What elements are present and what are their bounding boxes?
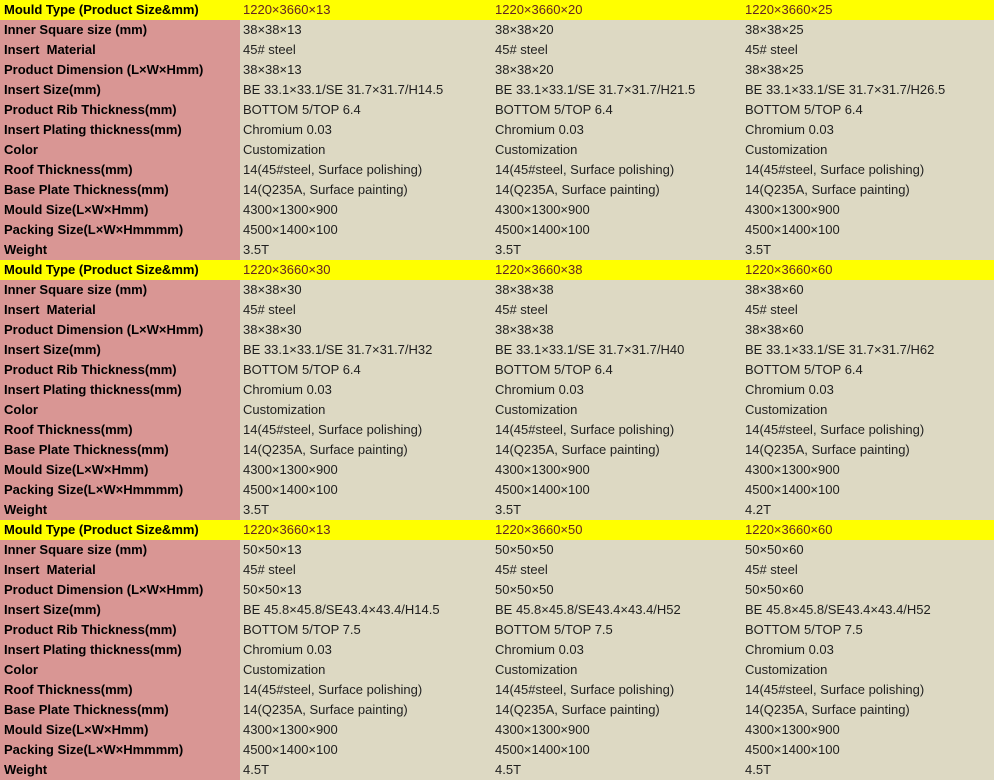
row-label-cell: Packing Size(L×W×Hmmmm) — [0, 220, 240, 240]
row-label-cell: Color — [0, 400, 240, 420]
data-cell: 14(Q235A, Surface painting) — [240, 440, 492, 460]
row-label-cell: Color — [0, 140, 240, 160]
data-cell: Chromium 0.03 — [240, 120, 492, 140]
data-cell: Customization — [240, 140, 492, 160]
data-cell: 45# steel — [240, 560, 492, 580]
data-cell: 50×50×50 — [492, 580, 742, 600]
data-cell: 14(45#steel, Surface polishing) — [492, 680, 742, 700]
data-cell: Chromium 0.03 — [742, 120, 994, 140]
data-cell: 4500×1400×100 — [492, 220, 742, 240]
spec-row — [0, 460, 994, 480]
row-label-cell: Product Rib Thickness(mm) — [0, 360, 240, 380]
row-label-cell: Mould Size(L×W×Hmm) — [0, 200, 240, 220]
data-cell: BOTTOM 5/TOP 7.5 — [492, 620, 742, 640]
spec-row — [0, 380, 994, 400]
data-cell: BOTTOM 5/TOP 6.4 — [492, 360, 742, 380]
data-cell: 45# steel — [240, 300, 492, 320]
data-cell: 4500×1400×100 — [742, 740, 994, 760]
row-label-cell: Roof Thickness(mm) — [0, 420, 240, 440]
spec-row — [0, 140, 994, 160]
data-cell: 14(Q235A, Surface painting) — [492, 180, 742, 200]
data-cell: Chromium 0.03 — [492, 640, 742, 660]
data-cell: BE 33.1×33.1/SE 31.7×31.7/H14.5 — [240, 80, 492, 100]
data-cell: 50×50×13 — [240, 540, 492, 560]
data-cell: 4300×1300×900 — [742, 460, 994, 480]
row-label-cell: Color — [0, 660, 240, 680]
spec-row — [0, 720, 994, 740]
mould-type-value-cell: 1220×3660×50 — [492, 520, 742, 540]
data-cell: 38×38×13 — [240, 20, 492, 40]
mould-type-value-cell: 1220×3660×60 — [742, 260, 994, 280]
data-cell: 4.5T — [240, 760, 492, 780]
mould-type-value-cell: 1220×3660×20 — [492, 0, 742, 20]
data-cell: 14(45#steel, Surface polishing) — [742, 160, 994, 180]
data-cell: Customization — [240, 660, 492, 680]
data-cell: 4500×1400×100 — [240, 740, 492, 760]
mould-type-value-cell: 1220×3660×25 — [742, 0, 994, 20]
spec-row — [0, 580, 994, 600]
spec-row — [0, 280, 994, 300]
data-cell: 14(Q235A, Surface painting) — [742, 440, 994, 460]
row-label-cell: Insert Size(mm) — [0, 80, 240, 100]
data-cell: 50×50×13 — [240, 580, 492, 600]
data-cell: Chromium 0.03 — [492, 120, 742, 140]
row-label-cell: Base Plate Thickness(mm) — [0, 180, 240, 200]
spec-row — [0, 760, 994, 780]
row-label-cell: Insert Plating thickness(mm) — [0, 640, 240, 660]
data-cell: 3.5T — [492, 240, 742, 260]
data-cell: BOTTOM 5/TOP 6.4 — [492, 100, 742, 120]
data-cell: 4.5T — [742, 760, 994, 780]
data-cell: Customization — [492, 400, 742, 420]
spec-row — [0, 20, 994, 40]
data-cell: Customization — [240, 400, 492, 420]
data-cell: 14(Q235A, Surface painting) — [240, 180, 492, 200]
data-cell: 45# steel — [742, 300, 994, 320]
row-label-cell: Base Plate Thickness(mm) — [0, 440, 240, 460]
data-cell: 14(45#steel, Surface polishing) — [492, 420, 742, 440]
mould-type-header-row — [0, 0, 994, 20]
data-cell: 4300×1300×900 — [240, 460, 492, 480]
spec-row — [0, 40, 994, 60]
data-cell: 4500×1400×100 — [742, 480, 994, 500]
data-cell: Chromium 0.03 — [742, 640, 994, 660]
row-label-cell: Mould Size(L×W×Hmm) — [0, 460, 240, 480]
data-cell: Customization — [492, 140, 742, 160]
spec-row — [0, 340, 994, 360]
mould-type-header-row — [0, 260, 994, 280]
spec-row — [0, 180, 994, 200]
row-label-cell: Base Plate Thickness(mm) — [0, 700, 240, 720]
mould-type-header-label: Mould Type (Product Size&mm) — [0, 520, 240, 540]
data-cell: Chromium 0.03 — [240, 380, 492, 400]
data-cell: Customization — [742, 660, 994, 680]
spec-row — [0, 360, 994, 380]
data-cell: 14(Q235A, Surface painting) — [492, 440, 742, 460]
mould-type-value-cell: 1220×3660×60 — [742, 520, 994, 540]
spec-row — [0, 300, 994, 320]
spec-row — [0, 80, 994, 100]
data-cell: 4300×1300×900 — [492, 720, 742, 740]
data-cell: 14(45#steel, Surface polishing) — [240, 160, 492, 180]
row-label-cell: Roof Thickness(mm) — [0, 160, 240, 180]
row-label-cell: Product Rib Thickness(mm) — [0, 100, 240, 120]
spec-row — [0, 480, 994, 500]
data-cell: BOTTOM 5/TOP 6.4 — [240, 360, 492, 380]
row-label-cell: Insert Plating thickness(mm) — [0, 120, 240, 140]
row-label-cell: Product Rib Thickness(mm) — [0, 620, 240, 640]
row-label-cell: Packing Size(L×W×Hmmmm) — [0, 480, 240, 500]
mould-type-value-cell: 1220×3660×13 — [240, 520, 492, 540]
spec-row — [0, 200, 994, 220]
row-label-cell: Insert Material — [0, 40, 240, 60]
data-cell: 4.5T — [492, 760, 742, 780]
data-cell: BE 33.1×33.1/SE 31.7×31.7/H62 — [742, 340, 994, 360]
row-label-cell: Weight — [0, 500, 240, 520]
spec-row — [0, 680, 994, 700]
data-cell: 38×38×38 — [492, 280, 742, 300]
data-cell: BE 33.1×33.1/SE 31.7×31.7/H26.5 — [742, 80, 994, 100]
spec-row — [0, 420, 994, 440]
data-cell: 45# steel — [492, 560, 742, 580]
data-cell: 14(Q235A, Surface painting) — [240, 700, 492, 720]
spec-row — [0, 100, 994, 120]
data-cell: Customization — [742, 400, 994, 420]
spec-row — [0, 220, 994, 240]
spec-row — [0, 540, 994, 560]
row-label-cell: Mould Size(L×W×Hmm) — [0, 720, 240, 740]
data-cell: 4300×1300×900 — [492, 200, 742, 220]
data-cell: 14(45#steel, Surface polishing) — [240, 680, 492, 700]
data-cell: BE 45.8×45.8/SE43.4×43.4/H52 — [742, 600, 994, 620]
data-cell: 38×38×30 — [240, 320, 492, 340]
data-cell: Customization — [492, 660, 742, 680]
data-cell: 38×38×20 — [492, 20, 742, 40]
data-cell: BOTTOM 5/TOP 6.4 — [742, 360, 994, 380]
data-cell: Chromium 0.03 — [240, 640, 492, 660]
row-label-cell: Insert Plating thickness(mm) — [0, 380, 240, 400]
data-cell: 3.5T — [240, 240, 492, 260]
spec-row — [0, 500, 994, 520]
data-cell: 4300×1300×900 — [742, 200, 994, 220]
data-cell: 14(45#steel, Surface polishing) — [240, 420, 492, 440]
row-label-cell: Weight — [0, 760, 240, 780]
spec-row — [0, 400, 994, 420]
row-label-cell: Insert Material — [0, 300, 240, 320]
data-cell: BOTTOM 5/TOP 6.4 — [240, 100, 492, 120]
data-cell: BE 33.1×33.1/SE 31.7×31.7/H32 — [240, 340, 492, 360]
spec-row — [0, 640, 994, 660]
row-label-cell: Insert Material — [0, 560, 240, 580]
data-cell: 3.5T — [492, 500, 742, 520]
data-cell: BOTTOM 5/TOP 6.4 — [742, 100, 994, 120]
data-cell: BE 45.8×45.8/SE43.4×43.4/H14.5 — [240, 600, 492, 620]
data-cell: 38×38×38 — [492, 320, 742, 340]
data-cell: BOTTOM 5/TOP 7.5 — [240, 620, 492, 640]
data-cell: 14(Q235A, Surface painting) — [742, 700, 994, 720]
data-cell: 4500×1400×100 — [492, 740, 742, 760]
mould-type-value-cell: 1220×3660×30 — [240, 260, 492, 280]
data-cell: 14(Q235A, Surface painting) — [742, 180, 994, 200]
data-cell: BE 33.1×33.1/SE 31.7×31.7/H40 — [492, 340, 742, 360]
row-label-cell: Insert Size(mm) — [0, 340, 240, 360]
mould-type-value-cell: 1220×3660×38 — [492, 260, 742, 280]
data-cell: 50×50×50 — [492, 540, 742, 560]
mould-type-header-label: Mould Type (Product Size&mm) — [0, 260, 240, 280]
spec-row — [0, 120, 994, 140]
data-cell: 38×38×60 — [742, 320, 994, 340]
data-cell: Customization — [742, 140, 994, 160]
spec-row — [0, 320, 994, 340]
data-cell: 4500×1400×100 — [492, 480, 742, 500]
mould-type-header-row — [0, 520, 994, 540]
data-cell: 4300×1300×900 — [742, 720, 994, 740]
spec-row — [0, 700, 994, 720]
row-label-cell: Inner Square size (mm) — [0, 280, 240, 300]
row-label-cell: Inner Square size (mm) — [0, 20, 240, 40]
data-cell: 3.5T — [742, 240, 994, 260]
data-cell: 14(45#steel, Surface polishing) — [742, 680, 994, 700]
data-cell: 45# steel — [742, 40, 994, 60]
data-cell: 38×38×25 — [742, 60, 994, 80]
data-cell: 38×38×13 — [240, 60, 492, 80]
data-cell: 50×50×60 — [742, 540, 994, 560]
data-cell: 14(45#steel, Surface polishing) — [742, 420, 994, 440]
spec-row — [0, 440, 994, 460]
data-cell: Chromium 0.03 — [492, 380, 742, 400]
spec-row — [0, 560, 994, 580]
data-cell: 4500×1400×100 — [240, 480, 492, 500]
spec-row — [0, 740, 994, 760]
data-cell: 14(45#steel, Surface polishing) — [492, 160, 742, 180]
row-label-cell: Inner Square size (mm) — [0, 540, 240, 560]
spec-row — [0, 160, 994, 180]
data-cell: 4300×1300×900 — [240, 200, 492, 220]
mould-type-value-cell: 1220×3660×13 — [240, 0, 492, 20]
data-cell: 3.5T — [240, 500, 492, 520]
spec-row — [0, 60, 994, 80]
data-cell: 45# steel — [492, 40, 742, 60]
data-cell: BE 33.1×33.1/SE 31.7×31.7/H21.5 — [492, 80, 742, 100]
row-label-cell: Weight — [0, 240, 240, 260]
data-cell: Chromium 0.03 — [742, 380, 994, 400]
data-cell: BE 45.8×45.8/SE43.4×43.4/H52 — [492, 600, 742, 620]
data-cell: 4300×1300×900 — [492, 460, 742, 480]
data-cell: 45# steel — [240, 40, 492, 60]
data-cell: 45# steel — [742, 560, 994, 580]
row-label-cell: Insert Size(mm) — [0, 600, 240, 620]
row-label-cell: Roof Thickness(mm) — [0, 680, 240, 700]
data-cell: 14(Q235A, Surface painting) — [492, 700, 742, 720]
row-label-cell: Packing Size(L×W×Hmmmm) — [0, 740, 240, 760]
mould-type-header-label: Mould Type (Product Size&mm) — [0, 0, 240, 20]
data-cell: 50×50×60 — [742, 580, 994, 600]
spec-row — [0, 240, 994, 260]
data-cell: 4.2T — [742, 500, 994, 520]
data-cell: BOTTOM 5/TOP 7.5 — [742, 620, 994, 640]
row-label-cell: Product Dimension (L×W×Hmm) — [0, 320, 240, 340]
data-cell: 38×38×25 — [742, 20, 994, 40]
data-cell: 4300×1300×900 — [240, 720, 492, 740]
data-cell: 38×38×30 — [240, 280, 492, 300]
data-cell: 38×38×60 — [742, 280, 994, 300]
data-cell: 38×38×20 — [492, 60, 742, 80]
row-label-cell: Product Dimension (L×W×Hmm) — [0, 60, 240, 80]
spec-row — [0, 660, 994, 680]
data-cell: 4500×1400×100 — [240, 220, 492, 240]
spec-row — [0, 600, 994, 620]
row-label-cell: Product Dimension (L×W×Hmm) — [0, 580, 240, 600]
data-cell: 4500×1400×100 — [742, 220, 994, 240]
spec-row — [0, 620, 994, 640]
data-cell: 45# steel — [492, 300, 742, 320]
